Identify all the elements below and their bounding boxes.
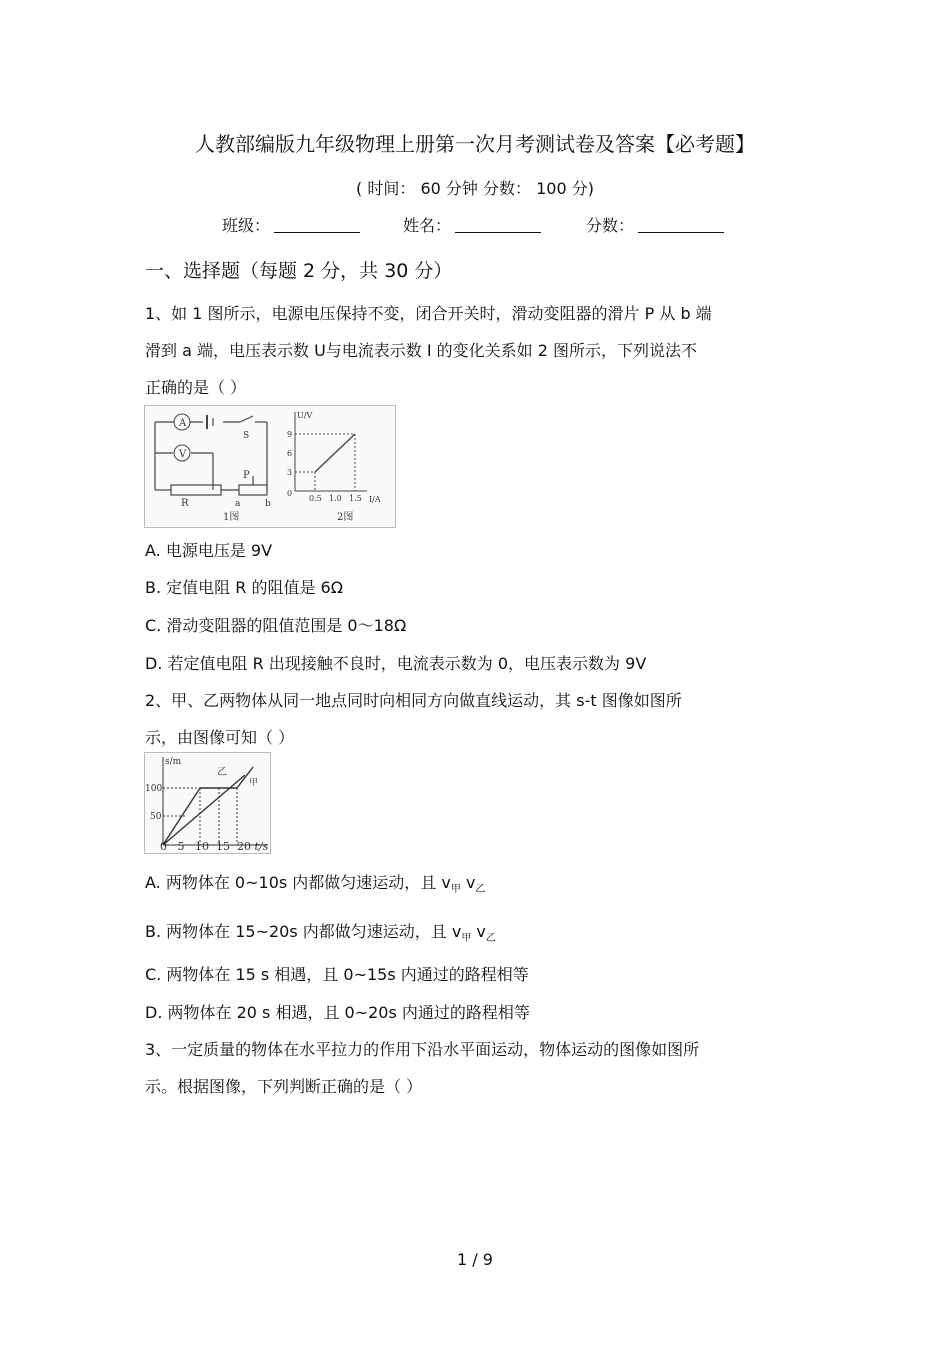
x-tick-15: 15 bbox=[216, 840, 230, 853]
x-tick-10: 10 bbox=[195, 840, 209, 853]
fig2-caption: 2图 bbox=[337, 512, 354, 523]
q1-line3: 正确的是（ ） bbox=[145, 378, 247, 397]
score-blank[interactable] bbox=[638, 218, 724, 233]
page-number: 1 / 9 bbox=[457, 1250, 493, 1269]
circuit-and-graph bbox=[145, 406, 395, 527]
st-graph bbox=[145, 753, 270, 853]
q2-a-mid: v bbox=[460, 873, 476, 892]
name-label: 姓名： bbox=[403, 216, 452, 235]
page-title: 人教部编版九年级物理上册第一次月考测试卷及答案【必考题】 bbox=[195, 132, 755, 156]
tick-0: 0 bbox=[287, 489, 293, 498]
x-tick-5: 5 bbox=[177, 840, 185, 853]
q1-option-d[interactable]: D. 若定值电阻 R 出现接触不良时，电流表示数为 0，电压表示数为 9V bbox=[145, 654, 647, 673]
ammeter-label: A bbox=[179, 418, 187, 429]
terminal-a-label: a bbox=[235, 499, 241, 509]
exam-meta: ( 时间： 60 分钟 分数： 100 分) bbox=[356, 179, 594, 198]
label-jia: 甲 bbox=[249, 778, 259, 788]
class-field bbox=[222, 213, 360, 236]
class-blank[interactable] bbox=[274, 218, 360, 233]
section-heading: 一、选择题（每题 2 分，共 30 分） bbox=[145, 260, 453, 282]
x-tick-20: 20 bbox=[237, 840, 251, 853]
q1-line2: 滑到 a 端，电压表示数 U与电流表示数 I 的变化关系如 2 图所示，下列说法不 bbox=[145, 341, 698, 360]
q2-option-c[interactable]: C. 两物体在 15 s 相遇，且 0~15s 内通过的路程相等 bbox=[145, 965, 529, 984]
tick-50: 50 bbox=[150, 812, 162, 822]
ui-graph bbox=[295, 412, 367, 491]
q2-b-sub1: 甲 bbox=[461, 933, 472, 945]
axis-i-label: I/A bbox=[369, 495, 381, 504]
score-field bbox=[586, 213, 724, 236]
q2-x-ticks bbox=[160, 840, 268, 853]
fig1-caption: 1图 bbox=[223, 512, 240, 523]
name-blank[interactable] bbox=[455, 218, 541, 233]
slider-label: P bbox=[243, 470, 250, 481]
label-yi: 乙 bbox=[217, 767, 227, 778]
q2-a-sub2: 乙 bbox=[475, 884, 486, 896]
tick-3: 3 bbox=[287, 468, 293, 477]
q2-figure bbox=[144, 752, 271, 854]
q2-line1: 2、甲、乙两物体从同一地点同时向相同方向做直线运动，其 s-t 图像如图所 bbox=[145, 691, 682, 710]
series-jia bbox=[163, 775, 245, 845]
tick-100: 100 bbox=[145, 784, 163, 794]
resistor-label: R bbox=[181, 498, 189, 509]
q1-line1: 1、如 1 图所示，电源电压保持不变，闭合开关时，滑动变阻器的滑片 P 从 b 端 bbox=[145, 304, 712, 323]
axis-u-label: U/V bbox=[297, 411, 313, 420]
q2-option-b[interactable] bbox=[145, 919, 496, 944]
q2-option-d[interactable]: D. 两物体在 20 s 相遇，且 0~20s 内通过的路程相等 bbox=[145, 1003, 530, 1022]
x-axis-label: t/s bbox=[254, 840, 269, 853]
x-tick-0: 0 bbox=[160, 840, 167, 853]
q1-option-a[interactable]: A. 电源电压是 9V bbox=[145, 541, 273, 560]
score-label: 分数： bbox=[586, 216, 635, 235]
q3-line2: 示。根据图像，下列判断正确的是（ ） bbox=[145, 1077, 423, 1096]
q2-option-a[interactable] bbox=[145, 870, 485, 895]
terminal-b-label: b bbox=[265, 499, 271, 509]
tick-1-5: 1.5 bbox=[349, 494, 362, 503]
q2-a-sub1: 甲 bbox=[450, 884, 461, 896]
circuit-diagram bbox=[155, 416, 267, 495]
voltmeter-label: V bbox=[179, 449, 187, 460]
tick-6: 6 bbox=[287, 449, 293, 458]
q2-a-text: A. 两物体在 0~10s 内都做匀速运动，且 v bbox=[145, 873, 451, 892]
class-label: 班级： bbox=[222, 216, 271, 235]
y-axis-label: s/m bbox=[165, 757, 182, 767]
q2-b-mid: v bbox=[471, 922, 486, 941]
tick-1-0: 1.0 bbox=[329, 494, 342, 503]
q2-b-sub2: 乙 bbox=[485, 933, 496, 945]
q1-option-b[interactable]: B. 定值电阻 R 的阻值是 6Ω bbox=[145, 578, 343, 597]
tick-0-5: 0.5 bbox=[309, 494, 322, 503]
q2-b-text: B. 两物体在 15~20s 内都做匀速运动，且 v bbox=[145, 922, 462, 941]
name-field bbox=[403, 213, 541, 236]
tick-9: 9 bbox=[287, 430, 293, 439]
switch-label: S bbox=[243, 431, 250, 441]
q3-line1: 3、一定质量的物体在水平拉力的作用下沿水平面运动，物体运动的图像如图所 bbox=[145, 1040, 700, 1059]
q1-option-c[interactable]: C. 滑动变阻器的阻值范围是 0～18Ω bbox=[145, 616, 407, 635]
q2-line2: 示，由图像可知（ ） bbox=[145, 728, 295, 747]
q1-figure bbox=[144, 405, 396, 528]
